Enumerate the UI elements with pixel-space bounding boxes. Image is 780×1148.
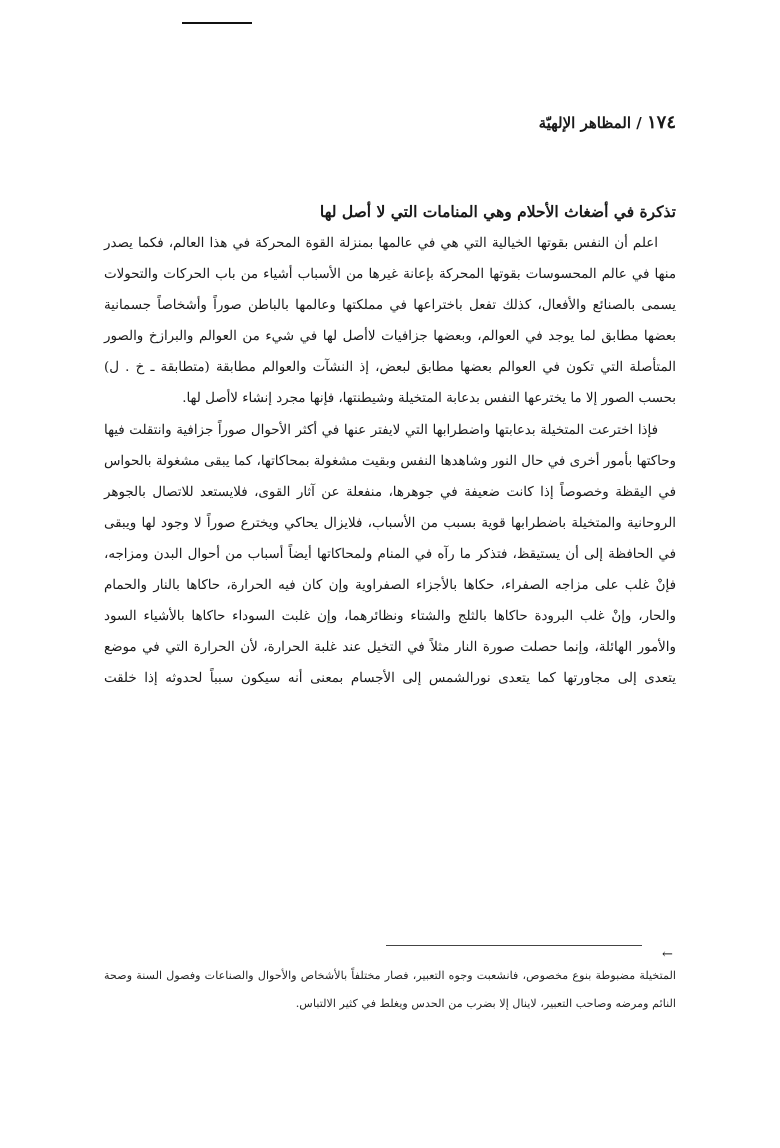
footnote-text: المتخيلة مضبوطة بنوع مخصوص، فانشعبت وجوه التعبير، فصار مختلفاً بالأشخاص والأحوال والصناعات وفصول السنة وصحة النائم ومرضه وصاحب التعبير، لاينال إلا بضرب من الحدس ويغلط في كثير الالتباس. <box>104 969 676 1010</box>
footnote-separator <box>386 945 642 946</box>
section-heading: تذكرة في أضغاث الأحلام وهي المنامات التي لا أصل لها <box>319 202 676 221</box>
header-separator: / <box>631 114 647 132</box>
top-rule <box>182 22 252 24</box>
paragraph-2: فإذا اخترعت المتخيلة بدعابتها واضطرابها التي لايفتر عنها في أكثر الأحوال صوراً جزافية وانتقلت فيها وحاكتها بأمور أخرى في حال النور وشاهدها النفس وبقيت مشغولة بمحاكاتها، كما يبقى مشغولة بالحواس في اليقظة وخصوصاً إذا كانت ضعيفة في جوهرها، منفعلة عن آثار القوى، فلايستعد للاتصال بالجوهر الروحانية والمتخيلة باضطرابها قوية بسبب من الأسباب، فلايزال يحاكي ويخترع صوراً لا وجود لها ويبقى في الحافظة إلى أن يستيقظ، فتذكر ما رآه في المنام ولمحاكاتها أيضاً أسباب من أحوال البدن ومزاجه، فإنْ غلب على مزاجه الصفراء، حكاها بالأجزاء الصفراوية وإن كان فيه الحرارة، حاكاها بالنار والحمام والحار، وإنْ غلب البرودة حاكاها بالثلج والشتاء ونظائرهما، وإن غلبت السوداء حاكاها بالأشياء السود والأمور الهائلة، وإنما حصلت صورة النار مثلاً في التخيل عند غلبة الحرارة، لأن الحرارة التي في موضع يتعدى إلى مجاورتها كما يتعدى نورالشمس إلى الأجسام بمعنى أنه سيكون سبباً لحدوثه إذا خلقت <box>104 422 676 687</box>
running-head <box>539 112 676 133</box>
page-number: ١٧٤ <box>646 112 676 133</box>
book-title: المظاهر الإلهيّة <box>538 114 632 132</box>
footnote-continuation-arrow-icon: ← <box>662 947 673 962</box>
main-text <box>104 196 676 694</box>
paragraph-1: اعلم أن النفس بقوتها الخيالية التي هي في عالمها بمنزلة القوة المحركة في هذا العالم، فكما يصدر منها في عالم المحسوسات بقوتها المحركة بإعانة غيرها من الأسباب أشياء من باب الحركات والتحولات يسمى بالصنائع والأفعال، كذلك تفعل باختراعها في مملكتها وعالمها بالباطن صوراً وأشخاصاً جسمانية بعضها مطابق لما يوجد في العوالم، وبعضها جزافيات لاأصل لها في شيء من العوالم والبرازخ والصور المتأصلة التي تكون في العوالم بعضها مطابق لبعض، إذ النشآت والعوالم مطابقة (متطابقة ـ خ . ل) بحسب الصور إلا ما يخترعها النفس بدعابة المتخيلة وشيطنتها، فإنها مجرد إنشاء لاأصل لها. <box>104 236 676 407</box>
